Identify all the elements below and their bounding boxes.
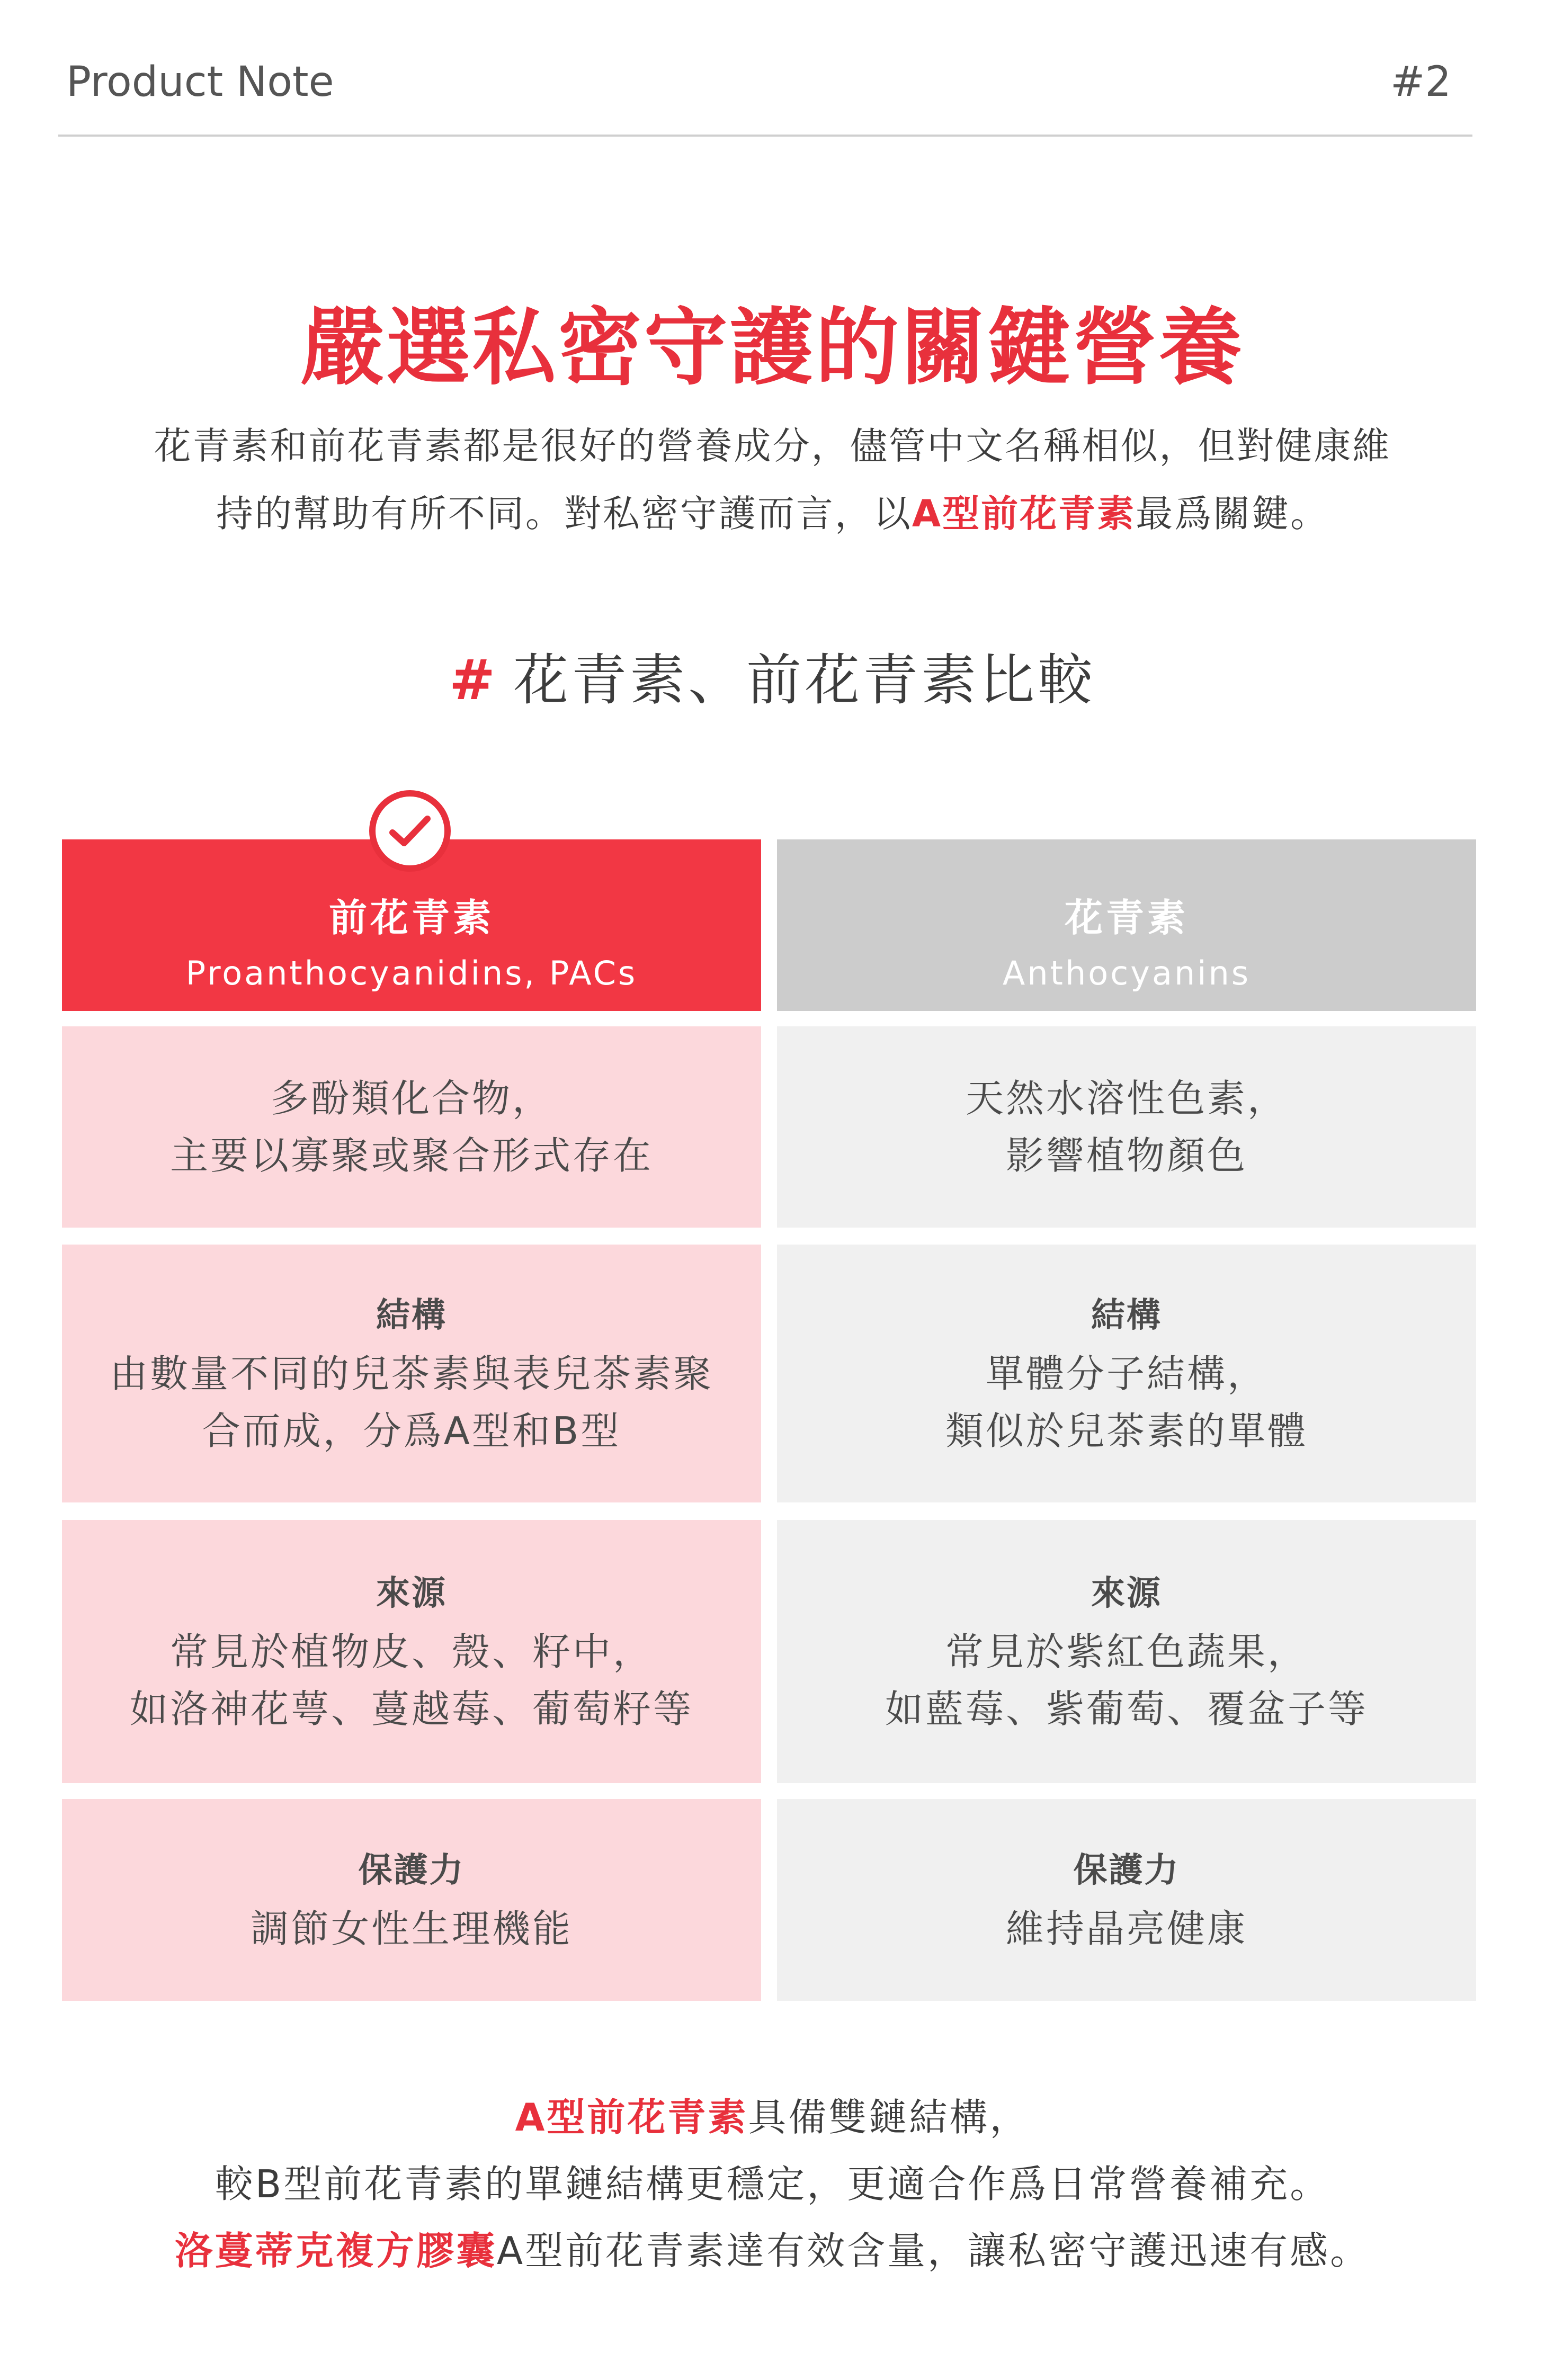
right-header-en: Anthocyanins	[1002, 954, 1251, 992]
intro-highlight: A型前花青素	[912, 492, 1136, 535]
comparison-subtitle	[0, 636, 1545, 715]
right-structure-line-2: 類似於兒茶素的單體	[945, 1408, 1308, 1453]
subtitle-text: 花青素、前花青素比較	[513, 648, 1096, 712]
summary-line-3-suffix: A型前花青素達有效含量，讓私密守護迅速有感。	[496, 2229, 1371, 2273]
page-number: #2	[1390, 58, 1451, 106]
left-structure-line-1: 由數量不同的兒茶素與表兒茶素聚	[109, 1351, 713, 1396]
summary-paragraph	[0, 2084, 1545, 2284]
right-source-label: 來源	[1091, 1573, 1162, 1613]
left-cell-protection	[62, 1799, 761, 2001]
summary-line-1	[0, 2084, 1545, 2151]
summary-highlight-1: A型前花青素	[515, 2095, 748, 2140]
right-protection-line-1: 維持晶亮健康	[1005, 1906, 1247, 1951]
right-structure-line-1: 單體分子結構，	[985, 1351, 1267, 1396]
right-definition-line-2: 影響植物顏色	[1005, 1133, 1247, 1178]
intro-line-1: 花青素和前花青素都是很好的營養成分，儘管中文名稱相似，但對健康維	[154, 424, 1391, 468]
intro-line-2-prefix: 持的幫助有所不同。對私密守護而言，以	[216, 492, 912, 535]
right-structure-label: 結構	[1091, 1295, 1162, 1335]
right-cell-protection	[777, 1799, 1476, 2001]
summary-highlight-2: 洛蔓蒂克複方膠囊	[174, 2229, 497, 2273]
left-definition-line-1: 多酚類化合物，	[270, 1076, 552, 1121]
left-protection-line-1: 調節女性生理機能	[250, 1906, 573, 1951]
right-cell-definition	[777, 1026, 1476, 1228]
right-protection-label: 保護力	[1073, 1850, 1180, 1890]
left-structure-label: 結構	[376, 1295, 447, 1335]
left-header-zh: 前花青素	[328, 896, 494, 940]
left-cell-structure	[62, 1245, 761, 1502]
page-title: 嚴選私密守護的關鍵營養	[300, 299, 1245, 397]
right-cell-structure	[777, 1245, 1476, 1502]
intro-line-2-suffix: 最爲關鍵。	[1136, 492, 1329, 535]
right-cell-source	[777, 1520, 1476, 1783]
page-header	[58, 0, 1472, 137]
right-source-line-1: 常見於紫紅色蔬果，	[945, 1629, 1308, 1674]
right-column-header	[777, 839, 1476, 1011]
check-circle-icon	[369, 790, 451, 872]
product-note-label: Product Note	[66, 58, 334, 106]
right-source-line-2: 如藍莓、紫葡萄、覆盆子等	[885, 1686, 1368, 1731]
intro-paragraph	[79, 412, 1466, 548]
left-cell-source	[62, 1520, 761, 1783]
summary-line-2: 較B型前花青素的單鏈結構更穩定，更適合作爲日常營養補充。	[215, 2162, 1330, 2206]
hash-mark: #	[449, 648, 499, 712]
right-header-zh: 花青素	[1064, 896, 1189, 940]
summary-line-1-suffix: 具備雙鏈結構，	[748, 2095, 1030, 2140]
left-definition-line-2: 主要以寡聚或聚合形式存在	[169, 1133, 653, 1178]
left-source-line-1: 常見於植物皮、殼、籽中，	[169, 1629, 653, 1674]
left-cell-definition	[62, 1026, 761, 1228]
right-definition-line-1: 天然水溶性色素，	[965, 1076, 1288, 1121]
check-mark-icon	[388, 811, 432, 851]
left-source-line-2: 如洛神花萼、蔓越莓、葡萄籽等	[129, 1686, 693, 1731]
summary-line-3	[0, 2217, 1545, 2284]
left-protection-label: 保護力	[358, 1850, 465, 1890]
left-header-en: Proanthocyanidins, PACs	[185, 954, 638, 992]
left-structure-line-2: 合而成，分爲A型和B型	[202, 1408, 621, 1453]
intro-line-2	[79, 480, 1466, 548]
left-source-label: 來源	[376, 1573, 447, 1613]
